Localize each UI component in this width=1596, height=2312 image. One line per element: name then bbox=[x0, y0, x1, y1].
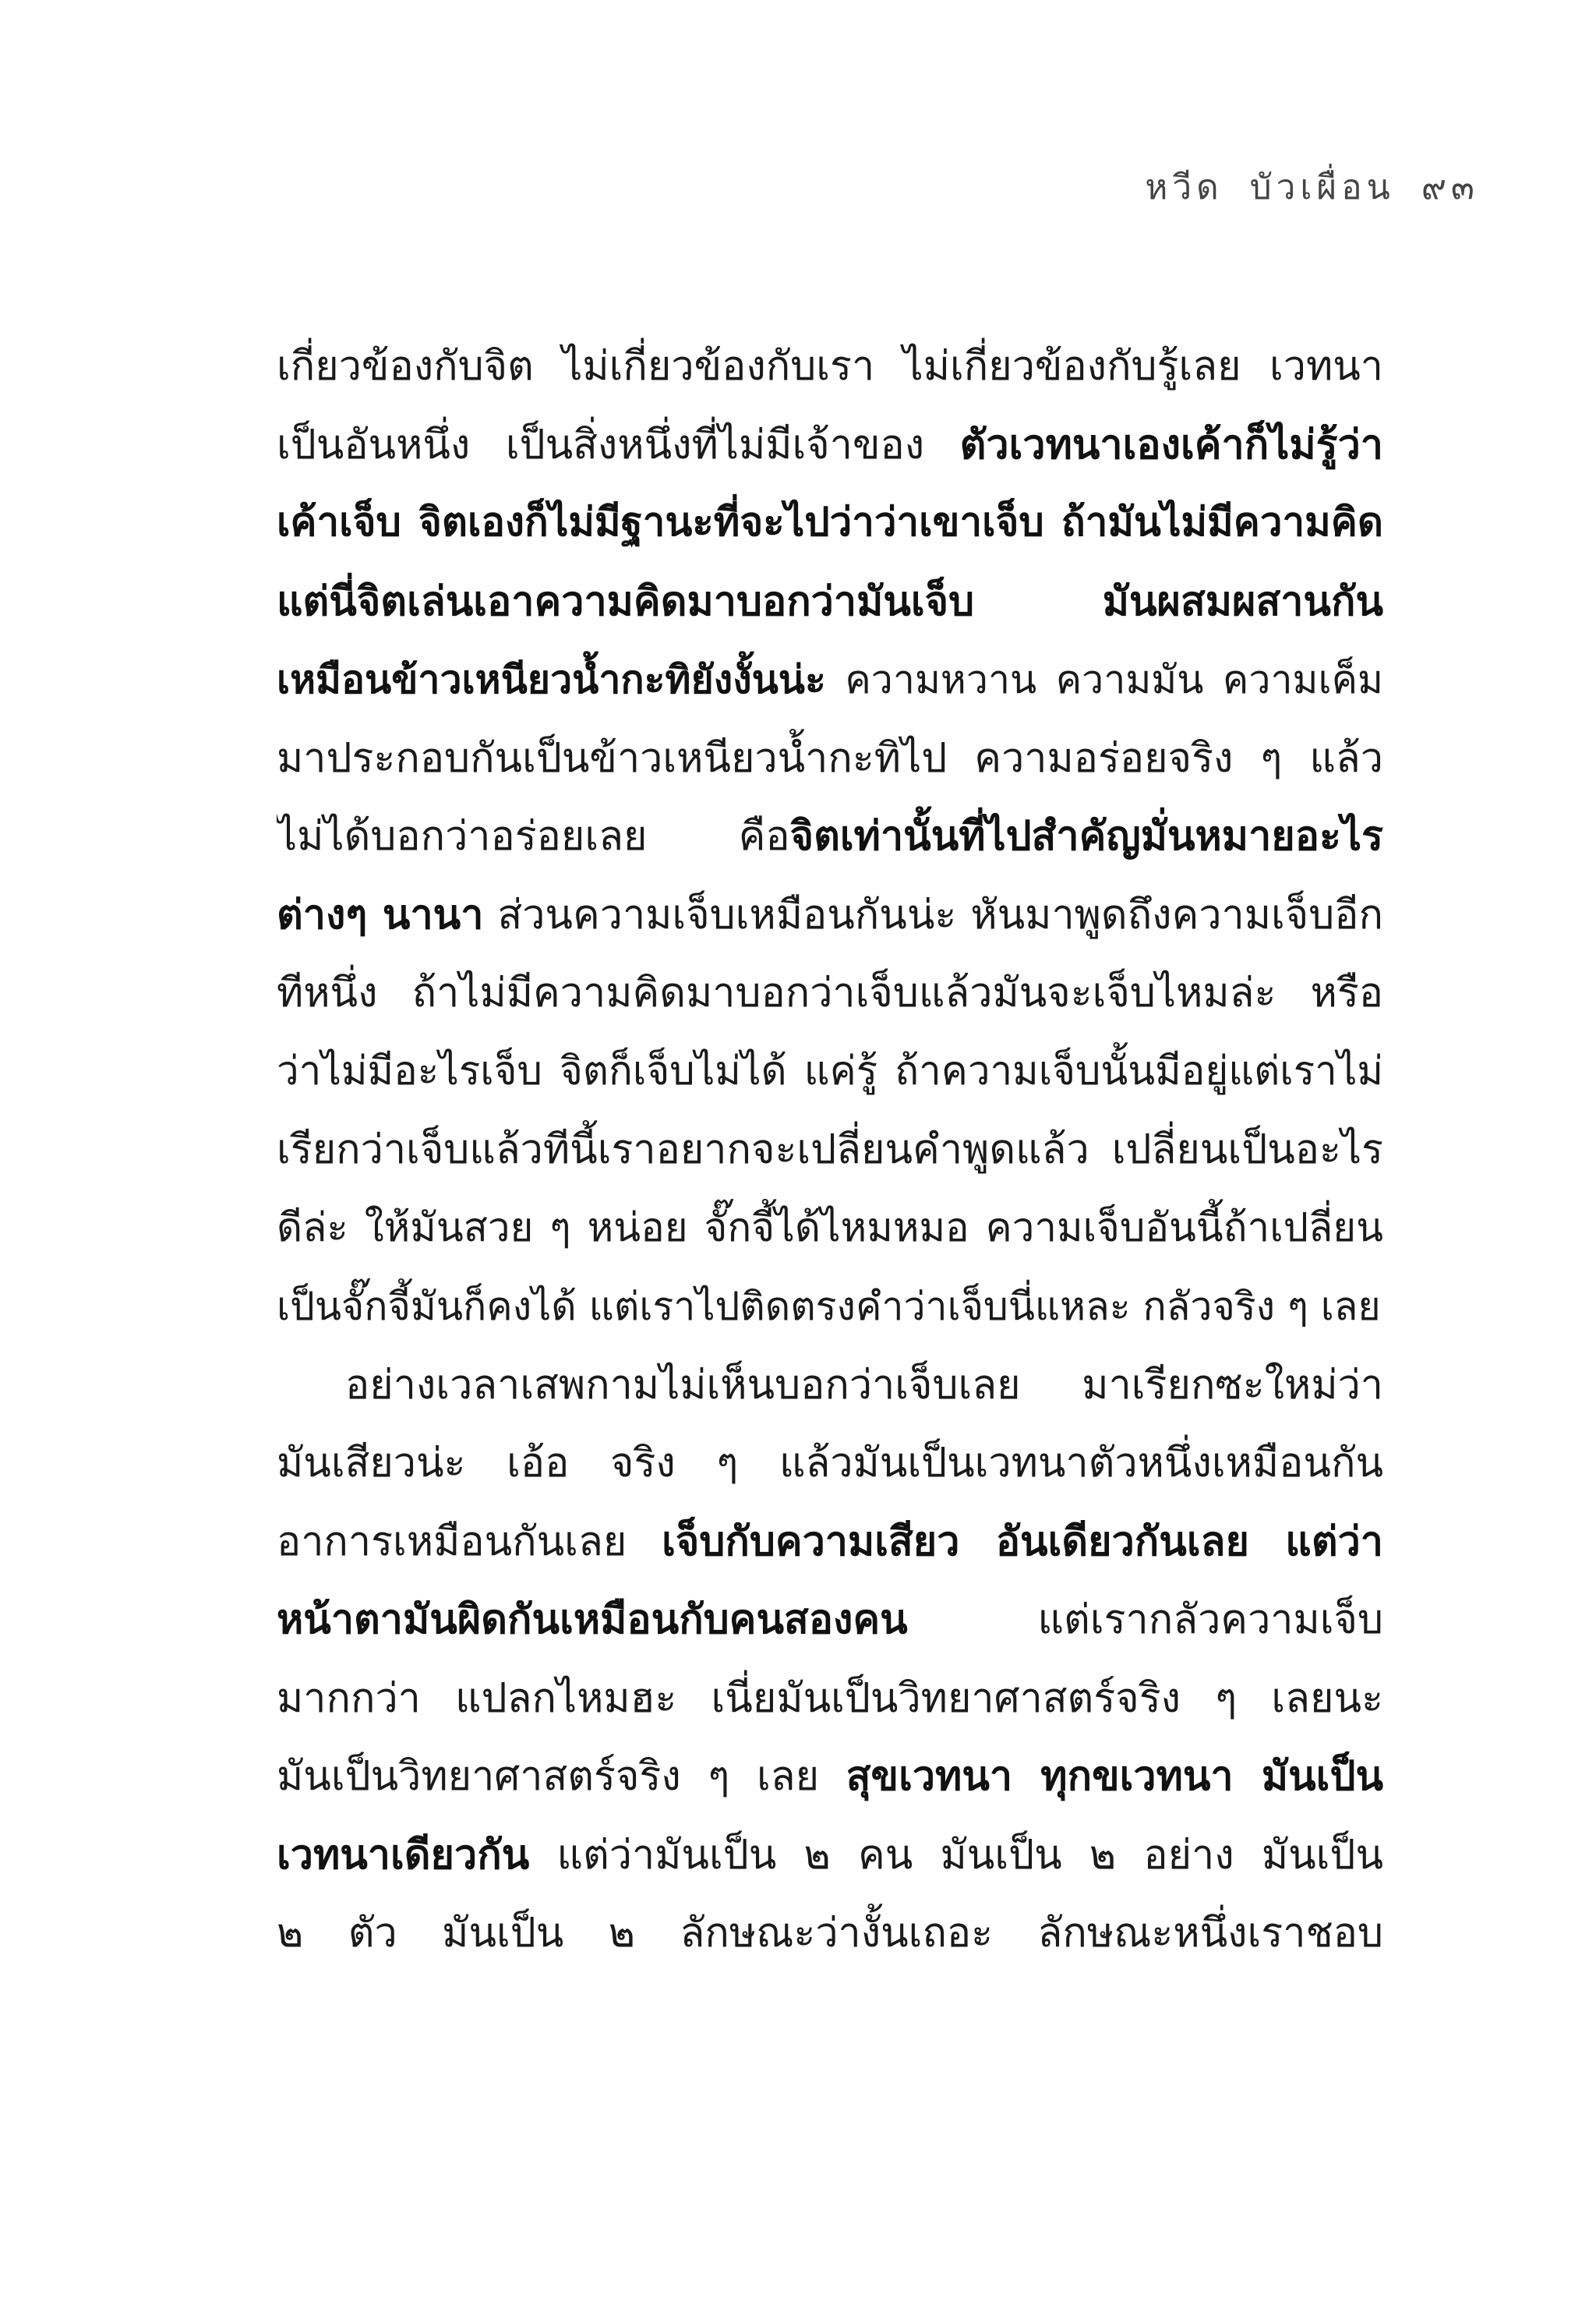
bold-text-segment: เจ็บกับความเสียว อันเดียวกันเลย แต่ว่า bbox=[662, 1518, 1383, 1565]
text-segment: มันเป็นวิทยาศาสตร์จริง ๆ เลย bbox=[277, 1753, 846, 1800]
text-line bbox=[277, 1738, 1383, 1816]
page-number: ๙๓ bbox=[1421, 168, 1479, 207]
text-segment: แต่เรากลัวความเจ็บ bbox=[907, 1596, 1383, 1643]
text-line bbox=[277, 1660, 1383, 1738]
text-line bbox=[277, 1033, 1383, 1112]
bold-text-segment: จิตเท่านั้นที่ไปสำคัญมั่นหมายอะไร bbox=[789, 813, 1383, 860]
text-line bbox=[277, 327, 1383, 406]
text-segment: แต่ว่ามันเป็น ๒ คน มันเป็น ๒ อย่าง มันเป็น bbox=[529, 1831, 1383, 1879]
bold-text-segment: หน้าตามันผิดกันเหมือนกับคนสองคน bbox=[277, 1596, 908, 1643]
text-segment: เป็นอันหนึ่ง เป็นสิ่งหนึ่งที่ไม่มีเจ้าของ bbox=[277, 421, 960, 468]
text-segment: ๒ ตัว มันเป็น ๒ ลักษณะว่างั้นเถอะ ลักษณะหนึ่งเราชอบ bbox=[277, 1910, 1383, 1957]
text-line bbox=[277, 797, 1383, 876]
text-line bbox=[277, 1816, 1383, 1895]
text-segment: เกี่ยวข้องกับจิต ไม่เกี่ยวข้องกับเรา ไม่เกี่ยวข้องกับรู้เลย เวทนา bbox=[277, 343, 1383, 390]
text-line bbox=[277, 1111, 1383, 1190]
text-line bbox=[277, 954, 1383, 1033]
running-header bbox=[1145, 160, 1479, 214]
text-segment: ว่าไม่มีอะไรเจ็บ จิตก็เจ็บไม่ได้ แค่รู้ ถ้าความเจ็บนั้นมีอยู่แต่เราไม่ bbox=[277, 1048, 1383, 1094]
bold-text-segment: เหมือนข้าวเหนียวน้ำกะทิยังงั้นน่ะ bbox=[277, 657, 826, 702]
text-line bbox=[277, 563, 1383, 642]
text-segment: อาการเหมือนกันเลย bbox=[277, 1518, 662, 1565]
body-text bbox=[277, 327, 1383, 1973]
bold-text-segment: เค้าเจ็บ จิตเองก็ไม่มีฐานะที่จะไปว่าว่าเขาเจ็บ ถ้ามันไม่มีความคิด bbox=[277, 500, 1383, 546]
text-line bbox=[277, 484, 1383, 563]
text-segment: ดีล่ะ ให้มันสวย ๆ หน่อย จั๊กจี้ได้ไหมหมอ ความเจ็บอันนี้ถ้าเปลี่ยน bbox=[277, 1204, 1383, 1251]
bold-text-segment: เวทนาเดียวกัน bbox=[277, 1831, 530, 1879]
text-line bbox=[277, 641, 1383, 719]
text-segment: ส่วนความเจ็บเหมือนกันน่ะ หันมาพูดถึงความเจ็บอีก bbox=[483, 891, 1383, 939]
text-segment: เรียกว่าเจ็บแล้วทีนี้เราอยากจะเปลี่ยนคำพูดแล้ว เปลี่ยนเป็นอะไร bbox=[277, 1126, 1383, 1173]
text-line bbox=[277, 719, 1383, 798]
text-line bbox=[277, 876, 1383, 955]
bold-text-segment: สุขเวทนา ทุกขเวทนา มันเป็น bbox=[846, 1753, 1383, 1800]
text-line bbox=[277, 1894, 1383, 1973]
text-line bbox=[277, 406, 1383, 485]
bold-text-segment: แต่นี่จิตเล่นเอาความคิดมาบอกว่ามันเจ็บ มันผสมผสานกัน bbox=[277, 578, 1383, 625]
text-segment: ไม่ได้บอกว่าอร่อยเลย คือ bbox=[277, 813, 790, 860]
text-segment: ทีหนึ่ง ถ้าไม่มีความคิดมาบอกว่าเจ็บแล้วมันจะเจ็บไหมล่ะ หรือ bbox=[277, 970, 1383, 1016]
text-segment: เป็นจั๊กจี้มันก็คงได้ แต่เราไปติดตรงคำว่าเจ็บนี่แหละ กลัวจริง ๆ เลย bbox=[277, 1284, 1381, 1329]
text-segment: มาประกอบกันเป็นข้าวเหนียวน้ำกะทิไป ความอร่อยจริง ๆ แล้ว bbox=[277, 734, 1383, 782]
text-segment: อย่างเวลาเสพกามไม่เห็นบอกว่าเจ็บเลย มาเรียกซะใหม่ว่า bbox=[345, 1361, 1383, 1409]
text-line bbox=[277, 1267, 1383, 1346]
text-segment: ความหวาน ความมัน ความเค็ม bbox=[825, 657, 1383, 702]
text-segment: มากกว่า แปลกไหมฮะ เนี่ยมันเป็นวิทยาศาสตร์จริง ๆ เลยนะ bbox=[277, 1674, 1383, 1722]
text-line bbox=[277, 1503, 1383, 1582]
text-segment: มันเสียวน่ะ เอ้อ จริง ๆ แล้วมันเป็นเวทนาตัวหนึ่งเหมือนกัน bbox=[277, 1440, 1383, 1487]
bold-text-segment: ตัวเวทนาเองเค้าก็ไม่รู้ว่า bbox=[959, 421, 1383, 468]
bold-text-segment: ต่างๆ นานา bbox=[277, 891, 484, 939]
text-line bbox=[277, 1190, 1383, 1268]
text-line bbox=[277, 1581, 1383, 1660]
author-first-name: หวีด bbox=[1145, 168, 1223, 207]
author-last-name: บัวเผื่อน bbox=[1249, 168, 1395, 207]
text-line bbox=[277, 1424, 1383, 1503]
text-line bbox=[277, 1346, 1383, 1425]
